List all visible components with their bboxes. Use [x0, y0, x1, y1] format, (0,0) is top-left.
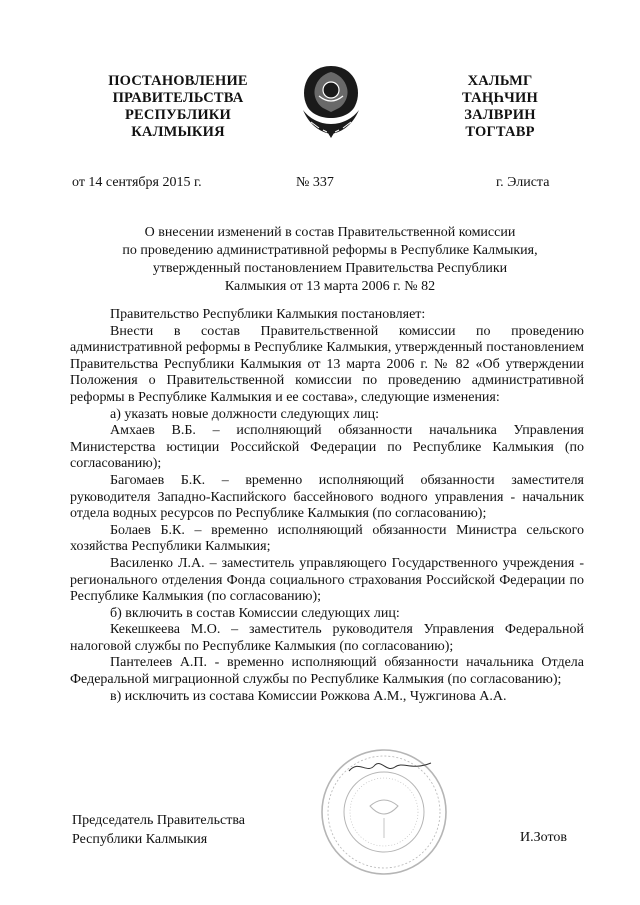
document-body: [70, 307, 584, 705]
title-line: О внесении изменений в состав Правительственной комиссии: [144, 225, 516, 240]
header-left-line: КАЛМЫКИЯ: [131, 124, 225, 140]
header-left-line: ПРАВИТЕЛЬСТВА: [112, 90, 244, 106]
header-left-line: РЕСПУБЛИКИ: [124, 107, 232, 123]
body-entry-bagomaev: Багомаев Б.К. – временно исполняющий обязанности заместителя руководителя Западно-Каспийского бассейнового водного управления - начальник отдела водных ресурсов по Республике Калмыкия (по согласованию);: [70, 472, 584, 522]
signature-position-line: Республики Калмыкия: [72, 832, 208, 847]
document-place: г. Элиста: [496, 175, 550, 190]
header-right-line: ТОГТАВР: [465, 124, 535, 140]
document-date: от 14 сентября 2015 г.: [72, 175, 202, 190]
body-main: Внести в состав Правительственной комиссии по проведению административной реформы в Республике Калмыкия, утвержденный постановлением Правительства Республики Калмыкия от 13 марта 2006 г. № 82 «Об утверждении Положения о Правительственной комиссии по проведению административной реформы в Республике Калмыкия и ее состава», следующие изменения:: [70, 323, 584, 405]
signature-position-line: Председатель Правительства: [72, 813, 245, 828]
body-intro: Правительство Республики Калмыкия постановляет:: [110, 307, 426, 322]
header-right: [440, 73, 560, 141]
header-right-line: ТАҢҺЧИН: [462, 90, 538, 106]
signature-position: [72, 811, 245, 849]
header-left-line: ПОСТАНОВЛЕНИЕ: [108, 73, 248, 89]
body-entry-panteleev: Пантелеев А.П. - временно исполняющий обязанности начальника Отдела Федеральной миграционной службы по Республике Калмыкия (по согласованию);: [70, 655, 584, 688]
body-entry-kekeshkeeva: Кекешкеева М.О. – заместитель руководителя Управления Федеральной налоговой службы по Республике Калмыкия (по согласованию);: [70, 622, 584, 654]
coat-of-arms-icon: [297, 62, 365, 140]
handwritten-signature-icon: [345, 755, 435, 777]
body-item-b: б) включить в состав Комиссии следующих лиц:: [110, 605, 400, 621]
body-entry-vasilenko: Василенко Л.А. – заместитель управляющего Государственного учреждения - регионального отделения Фонда социального страхования Российской Федерации по Республике Калмыкия (по согласованию);: [70, 555, 584, 605]
signatory-name: И.Зотов: [520, 830, 567, 845]
document-number: № 337: [296, 175, 334, 190]
document-title: [70, 224, 590, 296]
title-line: утвержденный постановлением Правительства Республики: [152, 261, 508, 276]
body-item-a: а) указать новые должности следующих лиц:: [110, 406, 379, 422]
title-line: по проведению административной реформы в Республике Калмыкия,: [122, 243, 538, 258]
header-right-line: ЗАЛВРИН: [464, 107, 536, 123]
title-line: Калмыкия от 13 марта 2006 г. № 82: [224, 279, 436, 294]
body-item-v: в) исключить из состава Комиссии Рожкова А.М., Чужгинова А.А.: [110, 688, 507, 704]
header-right-line: ХАЛЬМГ: [467, 73, 533, 89]
body-entry-bolaev: Болаев Б.К. – временно исполняющий обязанности Министра сельского хозяйства Республики Калмыкия;: [70, 522, 584, 555]
header-left: [88, 73, 268, 141]
body-entry-amkhaev: Амхаев В.Б. – исполняющий обязанности начальника Управления Министерства юстиции Российской Федерации по Республике Калмыкия (по согласованию);: [70, 423, 584, 472]
